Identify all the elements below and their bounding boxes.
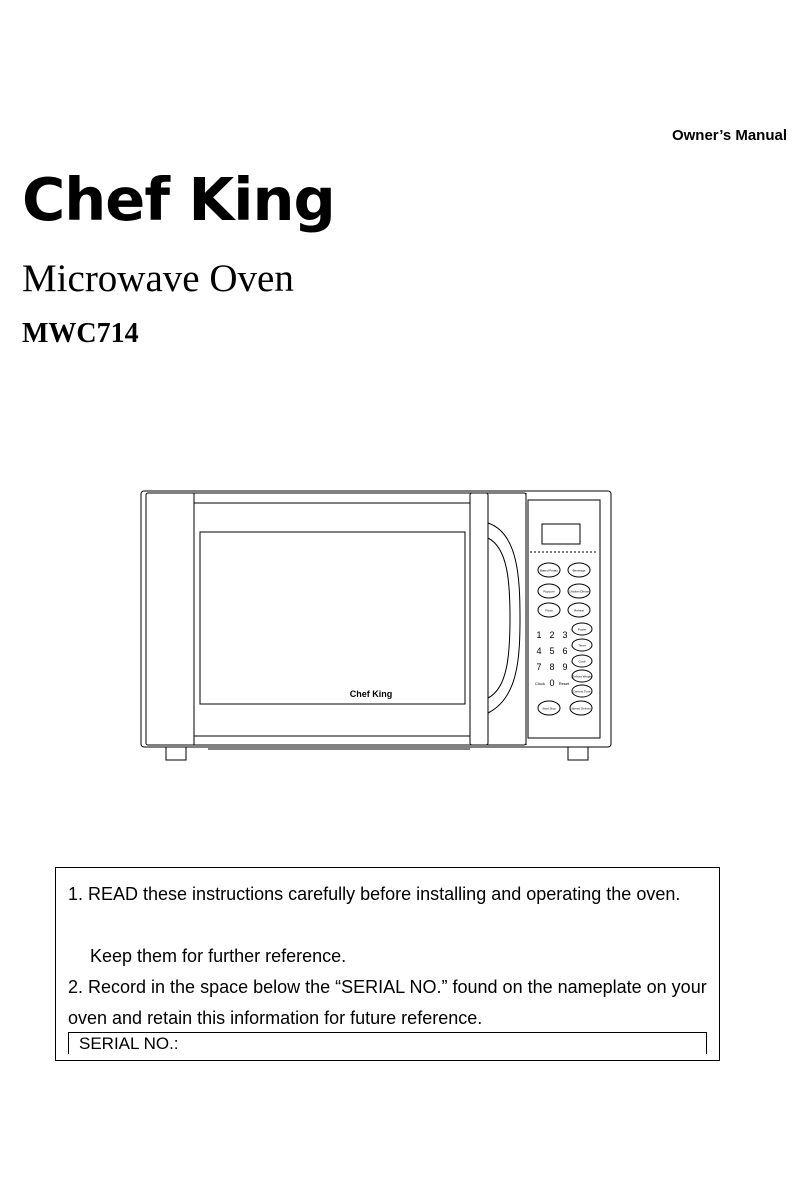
door-brand-label: Chef King [349,689,393,699]
oven-foot-right [568,747,588,760]
key-7: 7 [536,662,542,672]
baked-potato-label: Baked Potato [539,568,559,573]
chicken-dinner-label: Chicken Dinner [568,589,590,594]
door-window [200,532,465,704]
product-title: Microwave Oven [22,257,294,300]
speed-defrost-label: Speed Defrost [571,706,591,711]
key-8: 8 [549,662,555,672]
key-1: 1 [536,630,542,640]
model-number: MWC714 [22,318,139,349]
brand-logo: Chef King [22,165,335,234]
microwave-oven-illustration [138,488,616,768]
instruction-item-1-note: Keep them for further reference. [90,946,347,966]
serial-number-label: SERIAL NO.: [79,1034,179,1053]
key-9: 9 [562,662,568,672]
defrost-weight-label: Defrost Weight [572,674,592,679]
oven-cabinet [141,491,611,747]
key-2: 2 [549,630,555,640]
clock-label: Clock [534,681,546,686]
document-type-label: Owner’s Manual [671,127,787,144]
oven-foot-left [166,747,186,760]
key-3: 3 [562,630,568,640]
instruction-item-1: 1. READ these instructions carefully before installing and operating the oven. [68,884,681,904]
reset-label: Reset [558,681,570,686]
key-6: 6 [562,646,568,656]
timer-label: Timer [578,643,586,648]
serial-number-field[interactable] [68,1032,707,1054]
door-handle [470,493,488,745]
control-panel [528,500,600,738]
reheat-label: Reheat [574,608,584,613]
key-4: 4 [536,646,542,656]
beverage-label: Beverage [572,568,586,573]
power-label: Power [577,627,587,632]
key-5: 5 [549,646,555,656]
defrost-time-label: Defrost Time [573,689,591,694]
popcorn-label: Popcorn [543,589,555,594]
display-window [542,524,580,544]
instructions-notice-box [55,867,720,1061]
cook-label: Cook [578,659,586,664]
oven-door [146,493,526,745]
instruction-item-2: 2. Record in the space below the “SERIAL NO.” found on the nameplate on your oven and retain this information for future reference. [68,977,707,1028]
key-0: 0 [549,678,555,688]
start-stop-label: Start Stop [542,706,556,711]
pizza-label: Pizza [545,608,553,613]
